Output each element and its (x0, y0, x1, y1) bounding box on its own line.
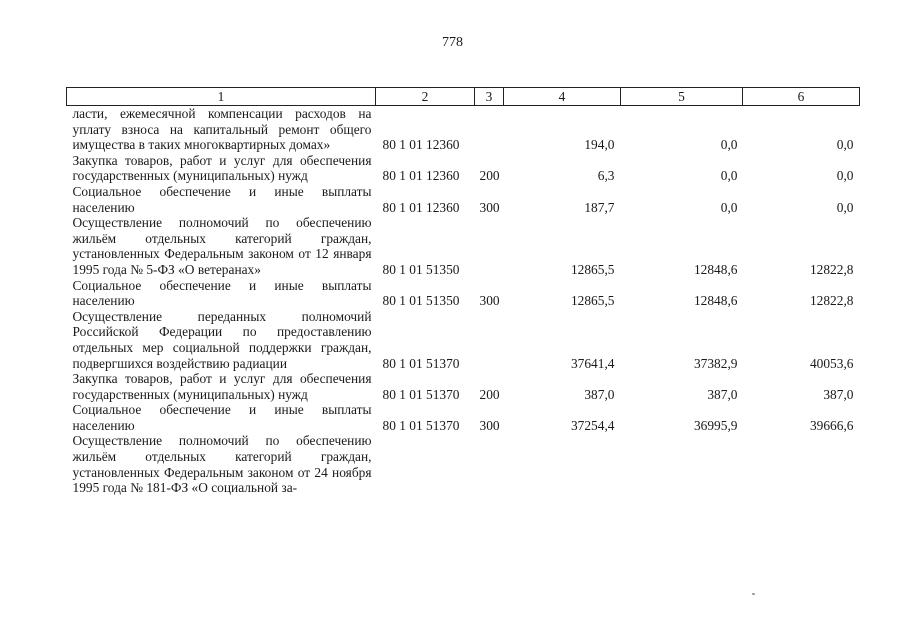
row-expense-type (475, 215, 504, 277)
table-row (67, 153, 860, 184)
row-value-col4: 194,0 (584, 137, 615, 153)
column-header-5: 5 (621, 88, 743, 106)
row-code: 80 1 01 51370 (382, 417, 460, 433)
row-value-col5: 0,0 (720, 168, 738, 184)
table-row (67, 278, 860, 309)
table-row (67, 402, 860, 433)
row-description: Социальное обеспечение и иные выплаты населению (72, 402, 372, 433)
row-expense-type: 300 (479, 199, 500, 215)
row-description: Закупка товаров, работ и услуг для обеспечения государственных (муниципальных) нужд (72, 371, 372, 402)
row-expense-type (475, 309, 504, 371)
table-row (67, 106, 860, 153)
row-value-col4: 6,3 (597, 168, 615, 184)
row-value-col6: 40053,6 (809, 355, 854, 371)
page-number: 778 (442, 35, 463, 50)
scan-speck (752, 593, 755, 595)
row-value-col6: 0,0 (836, 137, 854, 153)
row-expense-type (475, 433, 504, 495)
column-header-6: 6 (743, 88, 860, 106)
row-value-col6: 39666,6 (809, 417, 854, 433)
row-code: 80 1 01 51370 (382, 386, 460, 402)
row-expense-type (475, 106, 504, 153)
row-expense-type: 300 (479, 417, 500, 433)
budget-table (66, 87, 860, 496)
table-row (67, 215, 860, 277)
table-body (67, 106, 860, 496)
row-value-col4: 12865,5 (570, 293, 615, 309)
row-value-col5: 0,0 (720, 137, 738, 153)
row-value-col5: 0,0 (720, 199, 738, 215)
row-description: Осуществление полномочий по обеспечению жильём отдельных категорий граждан, установленных Федеральным законом от 12 января 1995 года № 5-ФЗ «О ветеранах» (72, 215, 372, 277)
row-value-col5: 387,0 (707, 386, 738, 402)
row-description: Осуществление переданных полномочий Российской Федерации по предоставлению отдельных мер социальной поддержки граждан, подвергшихся воздействию радиации (72, 308, 372, 371)
row-value-col5 (621, 433, 743, 495)
row-value-col5: 12848,6 (693, 293, 738, 309)
row-value-col6: 0,0 (836, 199, 854, 215)
row-description: Социальное обеспечение и иные выплаты населению (72, 183, 372, 215)
row-expense-type: 200 (479, 168, 500, 184)
table-row (67, 184, 860, 215)
row-code: 80 1 01 51370 (382, 355, 460, 371)
row-code: 80 1 01 51350 (382, 293, 460, 309)
row-value-col6 (743, 433, 860, 495)
row-description: Социальное обеспечение и иные выплаты населению (72, 277, 372, 309)
column-header-1: 1 (67, 88, 376, 106)
table-row (67, 371, 860, 402)
row-value-col4: 12865,5 (570, 261, 615, 277)
table-row (67, 309, 860, 371)
row-description: Осуществление полномочий по обеспечению жильём отдельных категорий граждан, установленных Федеральным законом от 24 ноября 1995 года № 181-ФЗ «О социальной за- (72, 433, 372, 496)
row-value-col5: 36995,9 (693, 417, 738, 433)
row-code: 80 1 01 12360 (382, 137, 460, 153)
row-value-col4: 187,7 (584, 199, 615, 215)
row-code: 80 1 01 12360 (382, 199, 460, 215)
row-value-col6: 12822,8 (809, 261, 854, 277)
row-code: 80 1 01 51350 (382, 261, 460, 277)
row-expense-type: 200 (479, 386, 500, 402)
table-header (67, 88, 860, 106)
column-header-3: 3 (475, 88, 504, 106)
row-description: ласти, ежемесячной компенсации расходов на уплату взноса на капитальный ремонт общего имущества в таких многоквартирных домах» (72, 106, 372, 153)
row-value-col5: 12848,6 (693, 261, 738, 277)
table-row (67, 433, 860, 495)
row-code (376, 433, 475, 495)
row-code: 80 1 01 12360 (382, 168, 460, 184)
row-value-col4: 387,0 (584, 386, 615, 402)
header-row (67, 88, 860, 106)
row-expense-type: 300 (479, 293, 500, 309)
row-value-col6: 0,0 (836, 168, 854, 184)
row-description: Закупка товаров, работ и услуг для обеспечения государственных (муниципальных) нужд (72, 152, 372, 184)
column-header-4: 4 (504, 88, 621, 106)
row-value-col4 (504, 433, 621, 495)
row-value-col6: 387,0 (823, 386, 854, 402)
row-value-col6: 12822,8 (809, 293, 854, 309)
row-value-col4: 37254,4 (570, 417, 615, 433)
row-value-col4: 37641,4 (570, 355, 615, 371)
row-value-col5: 37382,9 (693, 355, 738, 371)
column-header-2: 2 (376, 88, 475, 106)
